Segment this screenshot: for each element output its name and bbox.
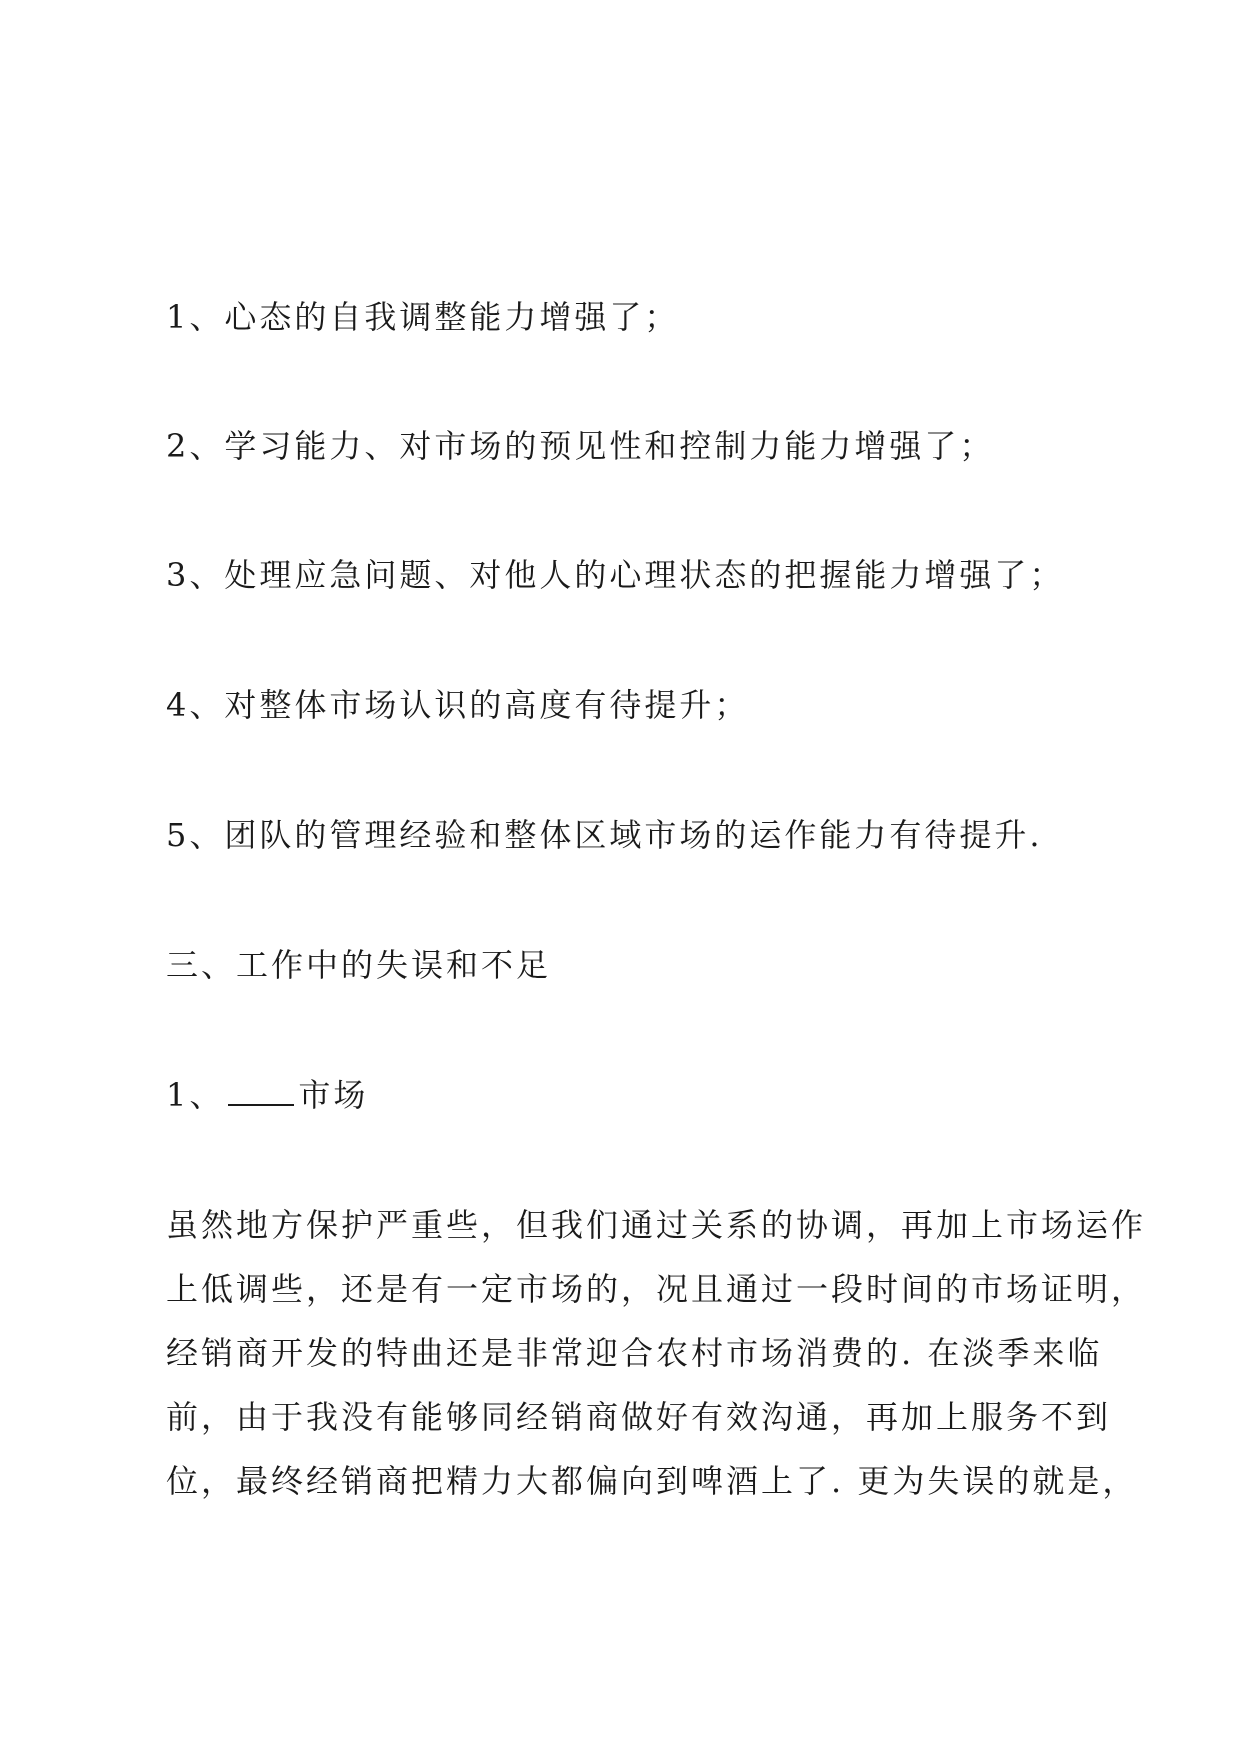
subheading-prefix: 1、 bbox=[166, 1076, 225, 1114]
list-item: 2、学习能力、对市场的预见性和控制力能力增强了； bbox=[166, 427, 995, 465]
body-paragraph bbox=[166, 1204, 1147, 1524]
fill-in-blank bbox=[228, 1074, 294, 1106]
paragraph-line: 前，由于我没有能够同经销商做好有效沟通，再加上服务不到 bbox=[166, 1398, 1112, 1436]
list-item: 1、心态的自我调整能力增强了； bbox=[166, 298, 680, 336]
list-item: 3、处理应急问题、对他人的心理状态的把握能力增强了； bbox=[166, 556, 1065, 594]
list-item: 4、对整体市场认识的高度有待提升； bbox=[166, 686, 750, 724]
paragraph-line: 虽然地方保护严重些，但我们通过关系的协调，再加上市场运作 bbox=[166, 1206, 1147, 1244]
subheading-suffix: 市场 bbox=[298, 1076, 369, 1114]
paragraph-line: 上低调些，还是有一定市场的，况且通过一段时间的市场证明， bbox=[166, 1270, 1147, 1308]
paragraph-line: 经销商开发的特曲还是非常迎合农村市场消费的. 在淡季来临 bbox=[166, 1334, 1103, 1372]
section-heading: 三、工作中的失误和不足 bbox=[166, 946, 552, 984]
paragraph-line: 位，最终经销商把精力大都偏向到啤酒上了. 更为失误的就是， bbox=[166, 1462, 1138, 1500]
subheading bbox=[166, 1074, 1106, 1116]
list-item: 5、团队的管理经验和整体区域市场的运作能力有待提升. bbox=[166, 816, 1043, 854]
